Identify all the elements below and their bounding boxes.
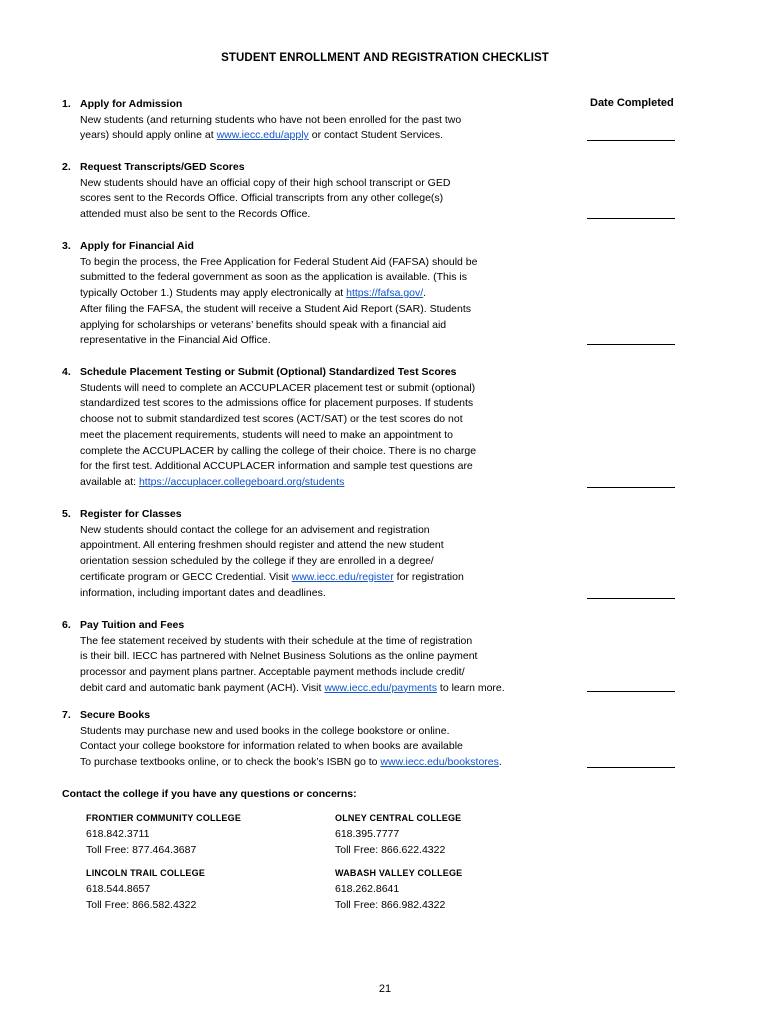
hyperlink[interactable]: www.iecc.edu/bookstores: [380, 756, 499, 769]
line-text: for registration: [393, 570, 464, 583]
item-line: information, including important dates and deadlines.: [80, 586, 326, 599]
item-line: representative in the Financial Aid Office.: [80, 334, 271, 347]
hyperlink[interactable]: www.iecc.edu/payments: [324, 681, 437, 694]
college-phone: 618.842.3711: [86, 828, 150, 840]
college-name: OLNEY CENTRAL COLLEGE: [335, 813, 462, 823]
item-number: 1.: [62, 98, 71, 110]
item-number: 3.: [62, 240, 71, 252]
date-completed-line[interactable]: [587, 140, 675, 141]
college-name: WABASH VALLEY COLLEGE: [335, 868, 463, 878]
date-completed-header: Date Completed: [590, 97, 674, 109]
line-text: debit card and automatic bank payment (ACH). Visit: [80, 681, 325, 694]
item-heading: Pay Tuition and Fees: [80, 619, 185, 631]
hyperlink[interactable]: https://accuplacer.collegeboard.org/students: [138, 475, 345, 488]
line-text: years) should apply online at: [80, 129, 217, 142]
page-number: 21: [378, 983, 392, 995]
line-text: .: [423, 287, 427, 300]
checklist-item: [62, 365, 562, 491]
item-number: 5.: [62, 508, 71, 520]
line-text: To purchase textbooks online, or to check the book’s ISBN go to: [80, 756, 381, 769]
item-line: To begin the process, the Free Application for Federal Student Aid (FAFSA) should be: [80, 255, 478, 268]
checklist-item: [62, 97, 562, 144]
college-lincoln-trail: [86, 865, 205, 913]
college-name: LINCOLN TRAIL COLLEGE: [86, 868, 206, 878]
item-body: [80, 724, 562, 771]
item-line: Students will need to complete an ACCUPLACER placement test or submit (optional): [80, 381, 476, 394]
college-tollfree: Toll Free: 866.622.4322: [335, 844, 446, 856]
college-name: FRONTIER COMMUNITY COLLEGE: [86, 813, 242, 823]
item-heading: Request Transcripts/GED Scores: [80, 161, 245, 173]
page-title: STUDENT ENROLLMENT AND REGISTRATION CHECKLIST: [221, 52, 549, 64]
item-heading: Secure Books: [80, 709, 151, 721]
date-completed-line[interactable]: [587, 767, 675, 768]
date-completed-line[interactable]: [587, 344, 675, 345]
item-line: Students may purchase new and used books in the college bookstore or online.: [80, 724, 450, 737]
item-line: processor and payment plans partner. Acceptable payment methods include credit/: [80, 666, 465, 679]
item-line: applying for scholarships or veterans’ benefits should speak with a financial aid: [80, 318, 447, 331]
date-completed-line[interactable]: [587, 218, 675, 219]
line-text: available at:: [80, 475, 139, 488]
item-line: attended must also be sent to the Records Office.: [80, 208, 311, 221]
item-line: [80, 755, 562, 771]
checklist-item: [62, 239, 562, 349]
item-line: New students (and returning students who have not been enrolled for the past two: [80, 113, 462, 126]
item-line: meet the placement requirements, students will need to make an appointment to: [80, 428, 453, 441]
item-line: complete the ACCUPLACER by calling the college of their choice. There is no charge: [80, 444, 477, 457]
line-text: certificate program or GECC Credential. Visit: [80, 570, 292, 583]
line-text: typically October 1.) Students may apply electronically at: [80, 287, 347, 300]
item-number: 6.: [62, 619, 71, 631]
item-line: Contact your college bookstore for information related to when books are available: [80, 740, 463, 753]
college-olney: [335, 810, 461, 858]
line-text: .: [498, 756, 502, 769]
item-number: 4.: [62, 366, 71, 378]
line-text: to learn more.: [436, 681, 505, 694]
contact-heading: Contact the college if you have any questions or concerns:: [62, 788, 357, 800]
item-body: [80, 523, 562, 602]
college-tollfree: Toll Free: 866.982.4322: [335, 899, 446, 911]
college-tollfree: Toll Free: 866.582.4322: [86, 899, 197, 911]
item-line: [80, 681, 562, 697]
item-line: [80, 570, 562, 586]
item-number: 2.: [62, 161, 71, 173]
checklist-item: [62, 618, 562, 697]
college-wabash-valley: [335, 865, 462, 913]
college-phone: 618.262.8641: [335, 883, 400, 895]
date-completed-line[interactable]: [587, 487, 675, 488]
item-line: standardized test scores to the admissions office for placement purposes. If students: [80, 397, 474, 410]
college-tollfree: Toll Free: 877.464.3687: [86, 844, 197, 856]
line-text: or contact Student Services.: [308, 129, 444, 142]
item-line: scores sent to the Records Office. Official transcripts from any other college(s): [80, 192, 444, 205]
item-line: for the first test. Additional ACCUPLACER information and sample test questions are: [80, 460, 473, 473]
item-body: [80, 634, 562, 697]
checklist-item: [62, 708, 562, 771]
item-heading: Schedule Placement Testing or Submit (Optional) Standardized Test Scores: [80, 366, 457, 378]
item-body: [80, 176, 562, 223]
item-body: [80, 255, 562, 349]
item-line: appointment. All entering freshmen should register and attend the new student: [80, 539, 444, 552]
date-completed-line[interactable]: [587, 691, 675, 692]
item-line: submitted to the federal government as soon as the application is available. (This is: [80, 271, 467, 284]
hyperlink[interactable]: www.iecc.edu/apply: [216, 129, 309, 142]
college-frontier: [86, 810, 241, 858]
hyperlink[interactable]: https://fafsa.gov/: [346, 287, 424, 300]
item-line: New students should have an official copy of their high school transcript or GED: [80, 176, 451, 189]
item-line: choose not to submit standardized test scores (ACT/SAT) or the test scores do not: [80, 413, 463, 426]
hyperlink[interactable]: www.iecc.edu/register: [291, 570, 394, 583]
item-line: After filing the FAFSA, the student will receive a Student Aid Report (SAR). Students: [80, 302, 472, 315]
item-heading: Apply for Financial Aid: [80, 240, 194, 252]
item-line: The fee statement received by students with their schedule at the time of registration: [80, 634, 473, 647]
item-line: [80, 475, 562, 491]
item-line: New students should contact the college for an advisement and registration: [80, 523, 430, 536]
item-heading: Apply for Admission: [80, 98, 183, 110]
item-line: orientation session scheduled by the college if they are enrolled in a degree/: [80, 555, 434, 568]
item-number: 7.: [62, 709, 71, 721]
item-heading: Register for Classes: [80, 508, 182, 520]
item-body: [80, 381, 562, 491]
item-line: [80, 128, 562, 144]
item-line: is their bill. IECC has partnered with Nelnet Business Solutions as the online payment: [80, 650, 478, 663]
checklist-item: [62, 160, 562, 223]
college-phone: 618.544.8657: [86, 883, 151, 895]
item-line: [80, 286, 562, 302]
checklist-item: [62, 507, 562, 601]
item-body: [80, 113, 562, 144]
college-phone: 618.395.7777: [335, 828, 400, 840]
date-completed-line[interactable]: [587, 598, 675, 599]
